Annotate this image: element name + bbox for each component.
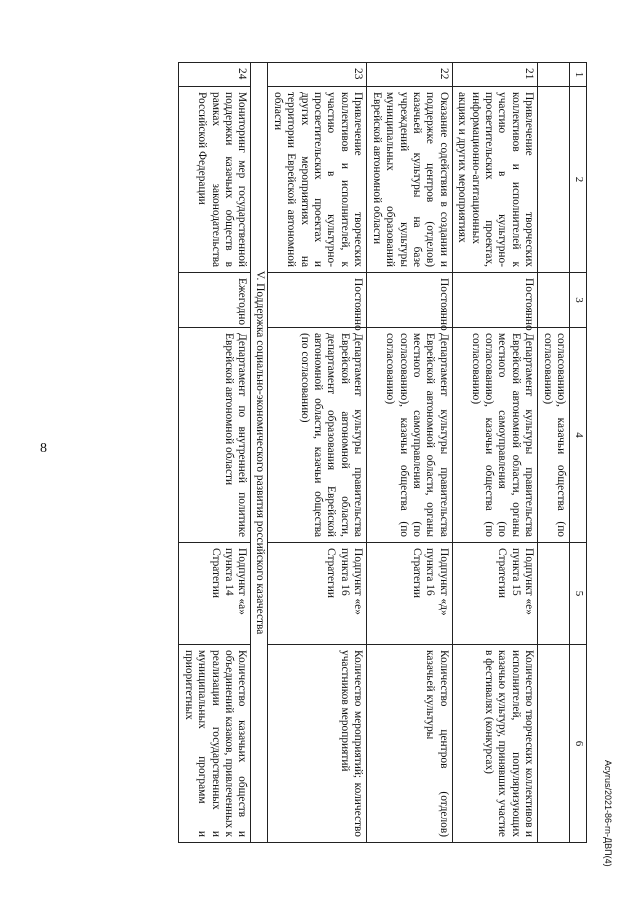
page-number: 8 [40, 441, 47, 456]
header-cell: 4 [570, 328, 587, 543]
section-title: V. Поддержка социально-экономического развития российского казачества [251, 63, 268, 843]
deadline-cell: Постоянно [452, 273, 537, 328]
indicator-cell: Количество казачьих обществ и объединений казаков, привлеченных к реализации государственных и муниципальных программ и приоритетных [179, 645, 251, 843]
activity-cell: Оказание содействия в создании и поддержке центров (отделов) казачьей культуры на базе учреждений культуры муниципальных образований Еврейской автономной области [367, 87, 452, 273]
table-row [179, 63, 251, 843]
basis-cell: Подпункт «д» пункта 16 Стратегии [367, 543, 452, 645]
executors-cell: согласованию), казачьи общества (по согласованию) [538, 328, 570, 543]
basis-cell: Подпункт «а» пункта 14 Стратегии [179, 543, 251, 645]
header-cell: 6 [570, 645, 587, 843]
rotated-table-container [94, 62, 587, 842]
header-cell: 5 [570, 543, 587, 645]
executors-cell: Департамент культуры правительства Еврейской автономной области, департамент образования Еврейской автономной области, казачьи общества (по согласованию) [268, 328, 367, 543]
row-number-cell: 24 [179, 63, 251, 87]
row-number-cell: 23 [268, 63, 367, 87]
indicator-cell: Количество творческих коллективов и исполнителей, популяризующих казачью культуру, принявших участие в фестивалях (конкурсах) [452, 645, 537, 843]
executors-cell: Департамент по внутренней политике Еврейской автономной области [179, 328, 251, 543]
continuation-row [538, 63, 570, 843]
executors-cell: Департамент культуры правительства Еврейской автономной области, органы местного самоуправления (по согласованию), казачьи общества (по согласованию) [367, 328, 452, 543]
deadline-cell: Постоянно [367, 273, 452, 328]
executors-cell: Департамент культуры правительства Еврейской автономной области, органы местного самоуправления (по согласованию), казачьи общества (по согласованию) [452, 328, 537, 543]
document-footer-code: Acyrus/2021-86-rn-ДВП(4) [603, 760, 613, 867]
activity-cell: Привлечение творческих коллективов и исполнителей к участию в культурно-просветительских проектах, информационно-агитационных акциях и других мероприятиях [452, 87, 537, 273]
activity-cell: Мониторинг мер государственной поддержки казачьих обществ в рамках законодательства Российской Федерации [179, 87, 251, 273]
header-cell: 3 [570, 273, 587, 328]
section-row [251, 63, 268, 843]
table-row [367, 63, 452, 843]
table-row [452, 63, 537, 843]
table-row [268, 63, 367, 843]
activity-cell: Привлечение творческих коллективов и исполнителей, к участию в культурно-просветительских проектах и других мероприятиях на территории Еврейской автономной области [268, 87, 367, 273]
indicator-cell: Количество центров (отделов) казачьей культуры [367, 645, 452, 843]
header-cell: 2 [570, 87, 587, 273]
row-number-cell: 22 [367, 63, 452, 87]
action-plan-table [178, 62, 587, 843]
indicator-cell: Количество мероприятий; количество участников мероприятий [268, 645, 367, 843]
header-cell: 1 [570, 63, 587, 87]
basis-cell: Подпункт «е» пункта 15 Стратегии [452, 543, 537, 645]
deadline-cell: Постоянно [268, 273, 367, 328]
basis-cell: Подпункт «е» пункта 16 Стратегии [268, 543, 367, 645]
deadline-cell: Ежегодно [179, 273, 251, 328]
row-number-cell: 21 [452, 63, 537, 87]
column-number-row [570, 63, 587, 843]
